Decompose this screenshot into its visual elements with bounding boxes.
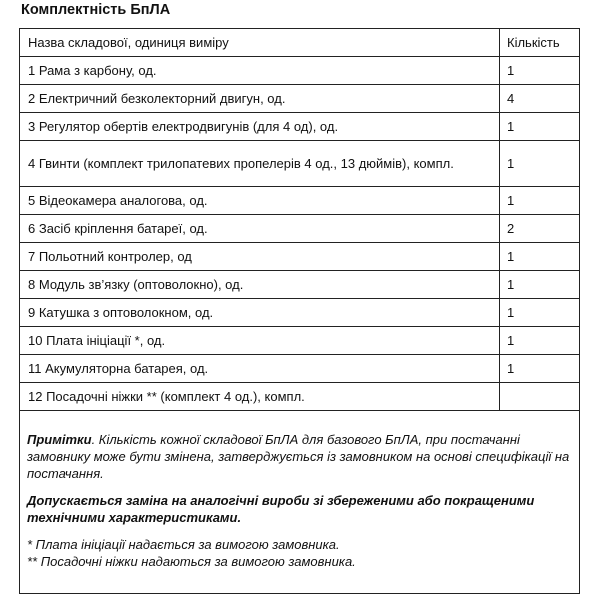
header-name: Назва складової, одиниця виміру (20, 29, 500, 57)
table-row (20, 383, 580, 411)
row-name: 10 Плата ініціації *, од. (20, 327, 500, 355)
note-label: Примітки (27, 432, 92, 447)
row-name: 6 Засіб кріплення батареї, од. (20, 215, 500, 243)
table-row (20, 355, 580, 383)
row-qty: 1 (500, 113, 580, 141)
row-qty: 1 (500, 187, 580, 215)
footnote-landing-legs: ** Посадочні ніжки надаються за вимогою замовника. (27, 554, 356, 569)
row-qty: 1 (500, 243, 580, 271)
table-row (20, 327, 580, 355)
page-title: Комплектність БпЛА (21, 2, 171, 18)
note-text: . Кількість кожної складової БпЛА для базового БпЛА, при постачанні замовнику може бути змінена, затверджується із замовником на основі специфікації на постачання. (27, 432, 570, 481)
table-row (20, 85, 580, 113)
replacement-note: Допускається заміна на аналогічні вироби зі збереженими або покращеними технічними характеристиками. (27, 493, 535, 525)
table-row (20, 271, 580, 299)
row-qty: 2 (500, 215, 580, 243)
components-frame (19, 28, 580, 594)
row-name: 9 Катушка з оптоволокном, од. (20, 299, 500, 327)
row-name: 1 Рама з карбону, од. (20, 57, 500, 85)
table-row (20, 215, 580, 243)
footnote-initiation: * Плата ініціації надається за вимогою замовника. (27, 537, 340, 552)
row-qty: 1 (500, 299, 580, 327)
row-name: 12 Посадочні ніжки ** (комплект 4 од.), компл. (20, 383, 500, 411)
notes-section (27, 431, 573, 570)
row-name: 8 Модуль зв’язку (оптоволокно), од. (20, 271, 500, 299)
row-name: 3 Регулятор обертів електродвигунів (для 4 од), од. (20, 113, 500, 141)
row-name: 7 Польотний контролер, од (20, 243, 500, 271)
table-row (20, 113, 580, 141)
components-table (19, 28, 580, 411)
row-qty: 1 (500, 57, 580, 85)
header-qty: Кількість (500, 29, 580, 57)
table-row (20, 299, 580, 327)
row-qty: 1 (500, 355, 580, 383)
row-qty: 1 (500, 141, 580, 187)
table-row (20, 141, 580, 187)
note-paragraph (27, 431, 573, 482)
row-qty (500, 383, 580, 411)
table-row (20, 243, 580, 271)
row-qty: 4 (500, 85, 580, 113)
row-name: 5 Відеокамера аналогова, од. (20, 187, 500, 215)
table-row (20, 187, 580, 215)
row-name: 11 Акумуляторна батарея, од. (20, 355, 500, 383)
row-qty: 1 (500, 327, 580, 355)
table-header-row (20, 29, 580, 57)
row-name: 2 Електричний безколекторний двигун, од. (20, 85, 500, 113)
row-qty: 1 (500, 271, 580, 299)
table-row (20, 57, 580, 85)
row-name: 4 Гвинти (комплект трилопатевих пропелерів 4 од., 13 дюймів), компл. (20, 141, 500, 187)
